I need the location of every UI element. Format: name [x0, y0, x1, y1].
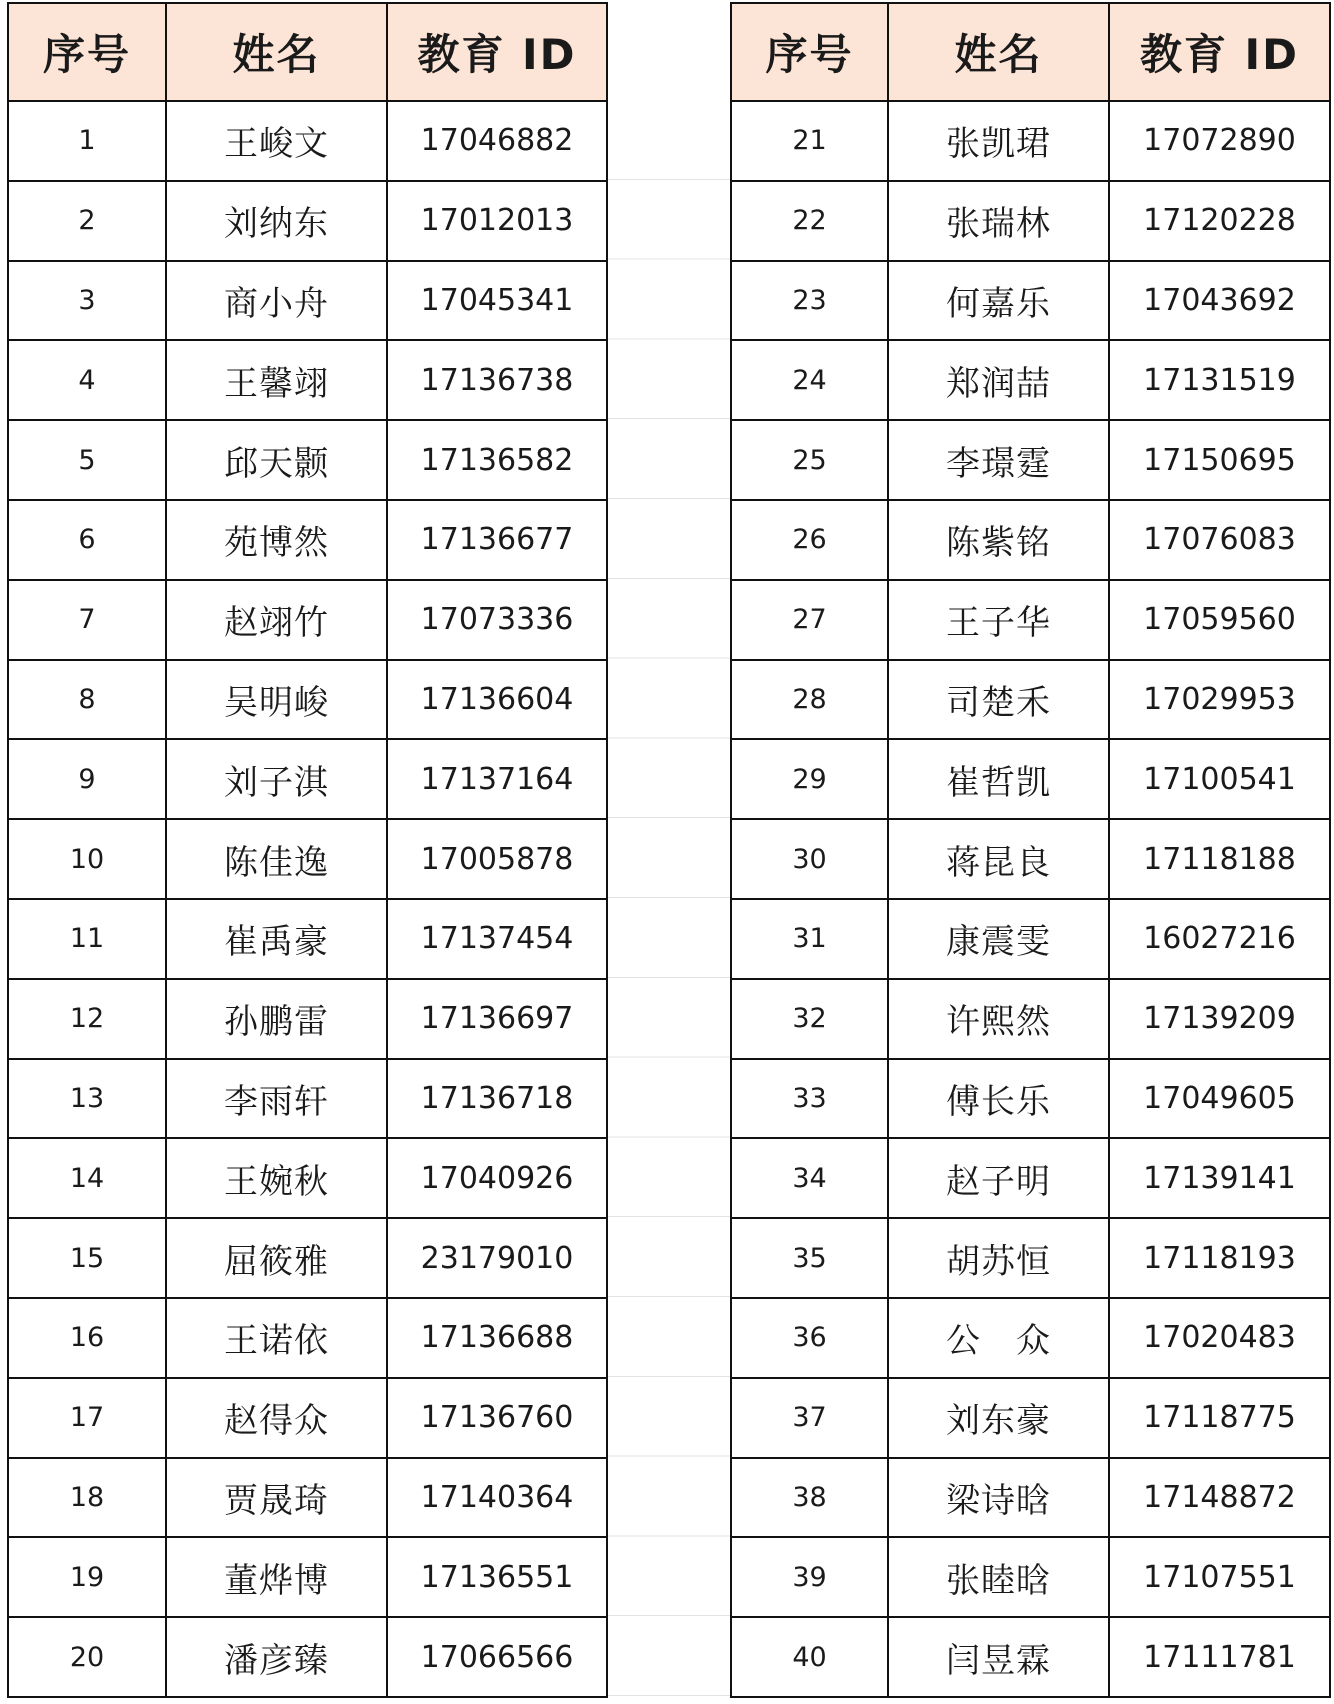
student-name: 崔禹豪	[166, 899, 387, 979]
table-row	[8, 1537, 607, 1617]
education-id: 17043692	[1109, 261, 1330, 341]
student-name: 赵得众	[166, 1378, 387, 1458]
table-row	[731, 819, 1330, 899]
education-id: 17136688	[387, 1298, 607, 1378]
table-row	[8, 1218, 607, 1298]
row-number: 11	[8, 899, 166, 979]
table-row	[731, 181, 1330, 261]
student-name: 司楚禾	[888, 660, 1109, 740]
table-row	[731, 1458, 1330, 1538]
education-id: 17118188	[1109, 819, 1330, 899]
student-name: 陈佳逸	[166, 819, 387, 899]
row-number: 6	[8, 500, 166, 580]
table-row	[8, 101, 607, 181]
education-id: 17136760	[387, 1378, 607, 1458]
student-name: 商小舟	[166, 261, 387, 341]
education-id: 16027216	[1109, 899, 1330, 979]
education-id: 17111781	[1109, 1617, 1330, 1697]
education-id: 17072890	[1109, 101, 1330, 181]
row-number: 20	[8, 1617, 166, 1697]
row-number: 15	[8, 1218, 166, 1298]
table-row	[8, 500, 607, 580]
education-id: 17131519	[1109, 340, 1330, 420]
student-name: 王婉秋	[166, 1138, 387, 1218]
table-row	[8, 420, 607, 500]
row-number: 14	[8, 1138, 166, 1218]
row-number: 21	[731, 101, 888, 181]
student-name: 潘彦臻	[166, 1617, 387, 1697]
education-id: 17148872	[1109, 1458, 1330, 1538]
roster-table-right	[730, 2, 1331, 1698]
table-row	[731, 420, 1330, 500]
row-number: 7	[8, 580, 166, 660]
education-id: 17120228	[1109, 181, 1330, 261]
table-row	[731, 340, 1330, 420]
header-name: 姓名	[888, 3, 1109, 101]
education-id: 17139209	[1109, 979, 1330, 1059]
education-id: 17139141	[1109, 1138, 1330, 1218]
education-id: 17049605	[1109, 1059, 1330, 1139]
student-name: 王子华	[888, 580, 1109, 660]
education-id: 17100541	[1109, 739, 1330, 819]
education-id: 17066566	[387, 1617, 607, 1697]
row-number: 37	[731, 1378, 888, 1458]
table-row	[731, 1138, 1330, 1218]
row-number: 26	[731, 500, 888, 580]
table-row	[731, 500, 1330, 580]
student-name: 胡苏恒	[888, 1218, 1109, 1298]
education-id: 17040926	[387, 1138, 607, 1218]
education-id: 17029953	[1109, 660, 1330, 740]
student-name: 王峻文	[166, 101, 387, 181]
row-number: 27	[731, 580, 888, 660]
row-number: 31	[731, 899, 888, 979]
row-number: 24	[731, 340, 888, 420]
roster-body-right	[731, 101, 1330, 1697]
student-name: 王馨翊	[166, 340, 387, 420]
student-name: 张凯珺	[888, 101, 1109, 181]
education-id: 17118775	[1109, 1378, 1330, 1458]
student-name: 崔哲凯	[888, 739, 1109, 819]
student-name: 王诺依	[166, 1298, 387, 1378]
row-number: 3	[8, 261, 166, 341]
table-row	[8, 340, 607, 420]
education-id: 17107551	[1109, 1537, 1330, 1617]
education-id: 17136604	[387, 660, 607, 740]
header-row	[731, 3, 1330, 101]
education-id: 17045341	[387, 261, 607, 341]
table-row	[731, 979, 1330, 1059]
education-id: 17012013	[387, 181, 607, 261]
student-name: 屈筱雅	[166, 1218, 387, 1298]
student-name: 张睦晗	[888, 1537, 1109, 1617]
row-number: 17	[8, 1378, 166, 1458]
row-number: 1	[8, 101, 166, 181]
row-number: 38	[731, 1458, 888, 1538]
student-name: 刘东豪	[888, 1378, 1109, 1458]
table-row	[8, 1059, 607, 1139]
education-id: 17140364	[387, 1458, 607, 1538]
table-row	[8, 580, 607, 660]
student-name: 孙鹏雷	[166, 979, 387, 1059]
student-name: 梁诗晗	[888, 1458, 1109, 1538]
table-row	[8, 819, 607, 899]
header-name: 姓名	[166, 3, 387, 101]
table-row	[731, 101, 1330, 181]
education-id: 17046882	[387, 101, 607, 181]
row-number: 25	[731, 420, 888, 500]
row-number: 32	[731, 979, 888, 1059]
row-number: 10	[8, 819, 166, 899]
education-id: 17118193	[1109, 1218, 1330, 1298]
row-number: 2	[8, 181, 166, 261]
student-name: 董烨博	[166, 1537, 387, 1617]
table-row	[731, 1218, 1330, 1298]
row-number: 35	[731, 1218, 888, 1298]
education-id: 17059560	[1109, 580, 1330, 660]
table-row	[731, 1298, 1330, 1378]
education-id: 17136738	[387, 340, 607, 420]
row-number: 23	[731, 261, 888, 341]
row-number: 29	[731, 739, 888, 819]
student-name: 邱天颢	[166, 420, 387, 500]
table-row	[8, 1617, 607, 1697]
education-id: 17136697	[387, 979, 607, 1059]
table-row	[731, 261, 1330, 341]
header-id: 教育 ID	[387, 3, 607, 101]
header-row	[8, 3, 607, 101]
row-number: 36	[731, 1298, 888, 1378]
table-row	[8, 181, 607, 261]
student-name: 蒋昆良	[888, 819, 1109, 899]
table-row	[731, 660, 1330, 740]
student-name: 张瑞林	[888, 181, 1109, 261]
header-no: 序号	[731, 3, 888, 101]
table-row	[731, 899, 1330, 979]
table-row	[8, 660, 607, 740]
education-id: 17136677	[387, 500, 607, 580]
student-name: 贾晟琦	[166, 1458, 387, 1538]
table-row	[731, 1617, 1330, 1697]
student-name: 苑博然	[166, 500, 387, 580]
student-name: 赵翊竹	[166, 580, 387, 660]
student-name: 康震雯	[888, 899, 1109, 979]
row-number: 18	[8, 1458, 166, 1538]
row-number: 9	[8, 739, 166, 819]
education-id: 17136718	[387, 1059, 607, 1139]
table-row	[731, 739, 1330, 819]
student-name: 陈紫铭	[888, 500, 1109, 580]
table-row	[8, 1458, 607, 1538]
education-id: 17137164	[387, 739, 607, 819]
row-number: 13	[8, 1059, 166, 1139]
header-id: 教育 ID	[1109, 3, 1330, 101]
gap-gridlines	[606, 100, 730, 1696]
education-id: 17136582	[387, 420, 607, 500]
roster-body-left	[8, 101, 607, 1697]
student-name: 吴明峻	[166, 660, 387, 740]
student-name: 李璟霆	[888, 420, 1109, 500]
student-name: 闫昱霖	[888, 1617, 1109, 1697]
table-row	[731, 580, 1330, 660]
student-name: 许熙然	[888, 979, 1109, 1059]
table-row	[8, 979, 607, 1059]
row-number: 4	[8, 340, 166, 420]
student-name: 刘纳东	[166, 181, 387, 261]
education-id: 17076083	[1109, 500, 1330, 580]
row-number: 33	[731, 1059, 888, 1139]
table-row	[8, 1378, 607, 1458]
education-id: 17020483	[1109, 1298, 1330, 1378]
row-number: 5	[8, 420, 166, 500]
row-number: 39	[731, 1537, 888, 1617]
student-name: 刘子淇	[166, 739, 387, 819]
student-name: 郑润喆	[888, 340, 1109, 420]
student-name: 赵子明	[888, 1138, 1109, 1218]
table-row	[8, 1138, 607, 1218]
table-row	[731, 1537, 1330, 1617]
row-number: 19	[8, 1537, 166, 1617]
row-number: 34	[731, 1138, 888, 1218]
table-row	[731, 1059, 1330, 1139]
row-number: 28	[731, 660, 888, 740]
student-name: 傅长乐	[888, 1059, 1109, 1139]
roster-table-left	[7, 2, 608, 1698]
student-name: 李雨轩	[166, 1059, 387, 1139]
education-id: 23179010	[387, 1218, 607, 1298]
student-name: 何嘉乐	[888, 261, 1109, 341]
table-row	[731, 1378, 1330, 1458]
row-number: 30	[731, 819, 888, 899]
table-row	[8, 1298, 607, 1378]
student-name: 公 众	[888, 1298, 1109, 1378]
education-id: 17073336	[387, 580, 607, 660]
education-id: 17005878	[387, 819, 607, 899]
table-row	[8, 899, 607, 979]
row-number: 16	[8, 1298, 166, 1378]
education-id: 17150695	[1109, 420, 1330, 500]
row-number: 8	[8, 660, 166, 740]
education-id: 17137454	[387, 899, 607, 979]
row-number: 22	[731, 181, 888, 261]
row-number: 40	[731, 1617, 888, 1697]
header-no: 序号	[8, 3, 166, 101]
education-id: 17136551	[387, 1537, 607, 1617]
table-row	[8, 261, 607, 341]
table-row	[8, 739, 607, 819]
row-number: 12	[8, 979, 166, 1059]
